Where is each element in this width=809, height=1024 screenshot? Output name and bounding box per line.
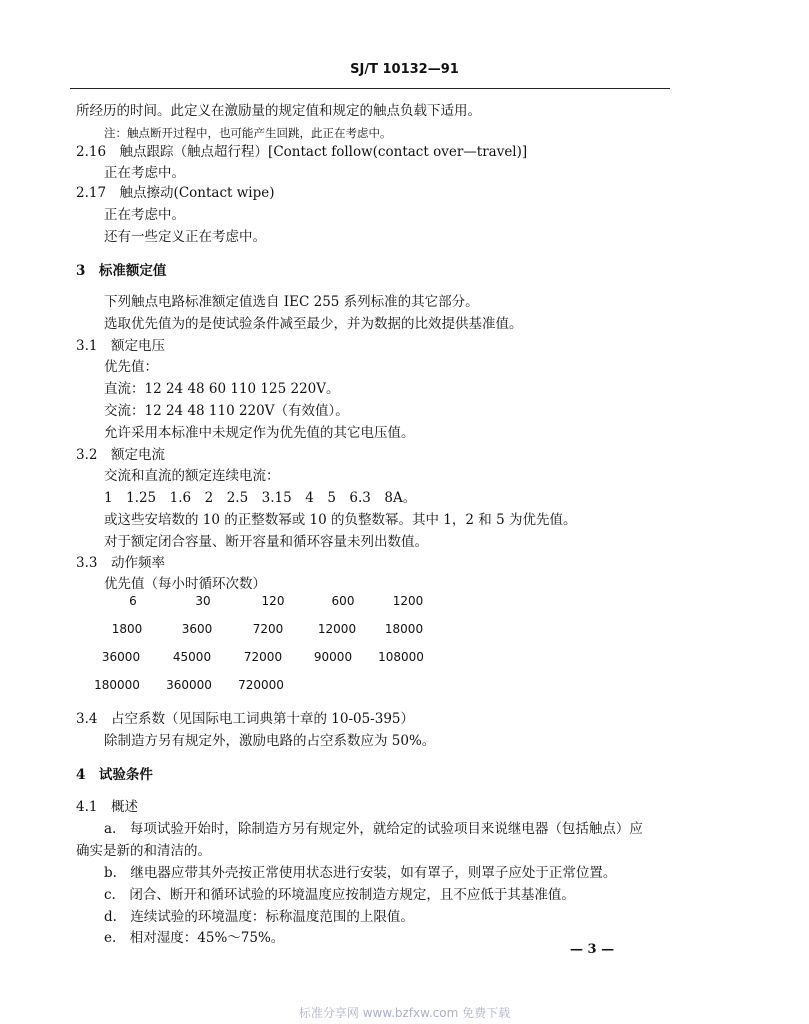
table-cell: 180000	[94, 678, 140, 692]
text-line: 所经历的时间。此定义在激励量的规定值和规定的触点负载下适用。	[76, 103, 481, 119]
text-line: 下列触点电路标准额定值选自 IEC 255 系列标准的其它部分。	[104, 294, 479, 310]
clause-3-3-heading: 3.3 动作频率	[76, 555, 165, 571]
text-line: 交流：12 24 48 110 220V（有效值）。	[104, 403, 349, 419]
table-cell: 720000	[238, 678, 284, 692]
frequency-table	[94, 592, 440, 704]
clause-2-16-heading: 2.16 触点跟踪（触点超行程）[Contact follow(contact over—travel)]	[76, 144, 528, 160]
text-line: 直流：12 24 48 60 110 125 220V。	[104, 381, 340, 397]
table-cell: 36000	[101, 650, 141, 664]
document-number: SJ/T 10132—91	[350, 62, 459, 77]
table-cell: 12000	[317, 622, 357, 636]
table-cell: 30	[195, 594, 211, 608]
table-row	[100, 592, 440, 620]
table-cell: 90000	[313, 650, 353, 664]
table-cell: 360000	[166, 678, 212, 692]
text-line: 正在考虑中。	[104, 165, 185, 181]
table-cell: 6	[129, 594, 137, 608]
header-rule	[70, 88, 670, 89]
text-line: 优先值：	[104, 359, 158, 375]
current-values-line: 1 1.25 1.6 2 2.5 3.15 4 5 6.3 8A。	[104, 490, 417, 506]
section-4-heading: 4 试验条件	[76, 767, 153, 783]
table-cell: 108000	[378, 650, 424, 664]
list-item-b: b. 继电器应带其外壳按正常使用状态进行安装，如有罩子，则罩子应处于正常位置。	[104, 865, 617, 881]
section-3-heading: 3 标准额定值	[76, 263, 167, 279]
text-line: 优先值（每小时循环次数）	[104, 576, 266, 592]
table-row	[94, 676, 440, 704]
note-line: 注：触点断开过程中，也可能产生回跳，此正在考虑中。	[104, 126, 392, 140]
text-line: 还有一些定义正在考虑中。	[104, 229, 266, 245]
clause-4-1-heading: 4.1 概述	[76, 799, 138, 815]
table-row	[100, 648, 440, 676]
text-line: 或这些安培数的 10 的正整数幂或 10 的负整数幂。其中 1，2 和 5 为优先值。	[104, 512, 577, 528]
table-row	[100, 620, 440, 648]
text-line: 选取优先值为的是使试验条件减至最少，并为数据的比效提供基准值。	[104, 316, 523, 332]
table-cell: 18000	[384, 622, 424, 636]
clause-3-1-heading: 3.1 额定电压	[76, 338, 165, 354]
clause-3-2-heading: 3.2 额定电流	[76, 447, 165, 463]
table-cell: 120	[261, 594, 285, 608]
page-number: — 3 —	[570, 942, 615, 957]
table-cell: 1800	[111, 622, 143, 636]
text-line: 除制造方另有规定外，激励电路的占空系数应为 50%。	[104, 733, 436, 749]
list-item-a-continued: 确实是新的和清洁的。	[76, 843, 211, 859]
text-line: 允许采用本标准中未规定作为优先值的其它电压值。	[104, 425, 415, 441]
clause-2-17-heading: 2.17 触点擦动(Contact wipe)	[76, 185, 275, 201]
table-cell: 600	[331, 594, 355, 608]
text-line: 对于额定闭合容量、断开容量和循环容量未列出数值。	[104, 534, 428, 550]
clause-3-4-heading: 3.4 占空系数（见国际电工词典第十章的 10-05-395）	[76, 711, 415, 727]
list-item-d: d. 连续试验的环境温度：标称温度范围的上限值。	[104, 909, 414, 925]
table-cell: 45000	[172, 650, 212, 664]
text-line: 正在考虑中。	[104, 207, 185, 223]
list-item-a: a. 每项试验开始时，除制造方另有规定外，就给定的试验项目来说继电器（包括触点）应	[104, 821, 643, 837]
text-line: 交流和直流的额定连续电流：	[104, 468, 280, 484]
list-item-e: e. 相对湿度：45%～75%。	[104, 930, 285, 946]
table-cell: 1200	[392, 594, 424, 608]
table-cell: 3600	[181, 622, 213, 636]
table-cell: 72000	[243, 650, 283, 664]
table-cell: 7200	[252, 622, 284, 636]
list-item-c: c. 闭合、断开和循环试验的环境温度应按制造方规定，且不应低于其基准值。	[104, 887, 575, 903]
watermark: 标准分享网 www.bzfxw.com 免费下载	[298, 1006, 511, 1020]
